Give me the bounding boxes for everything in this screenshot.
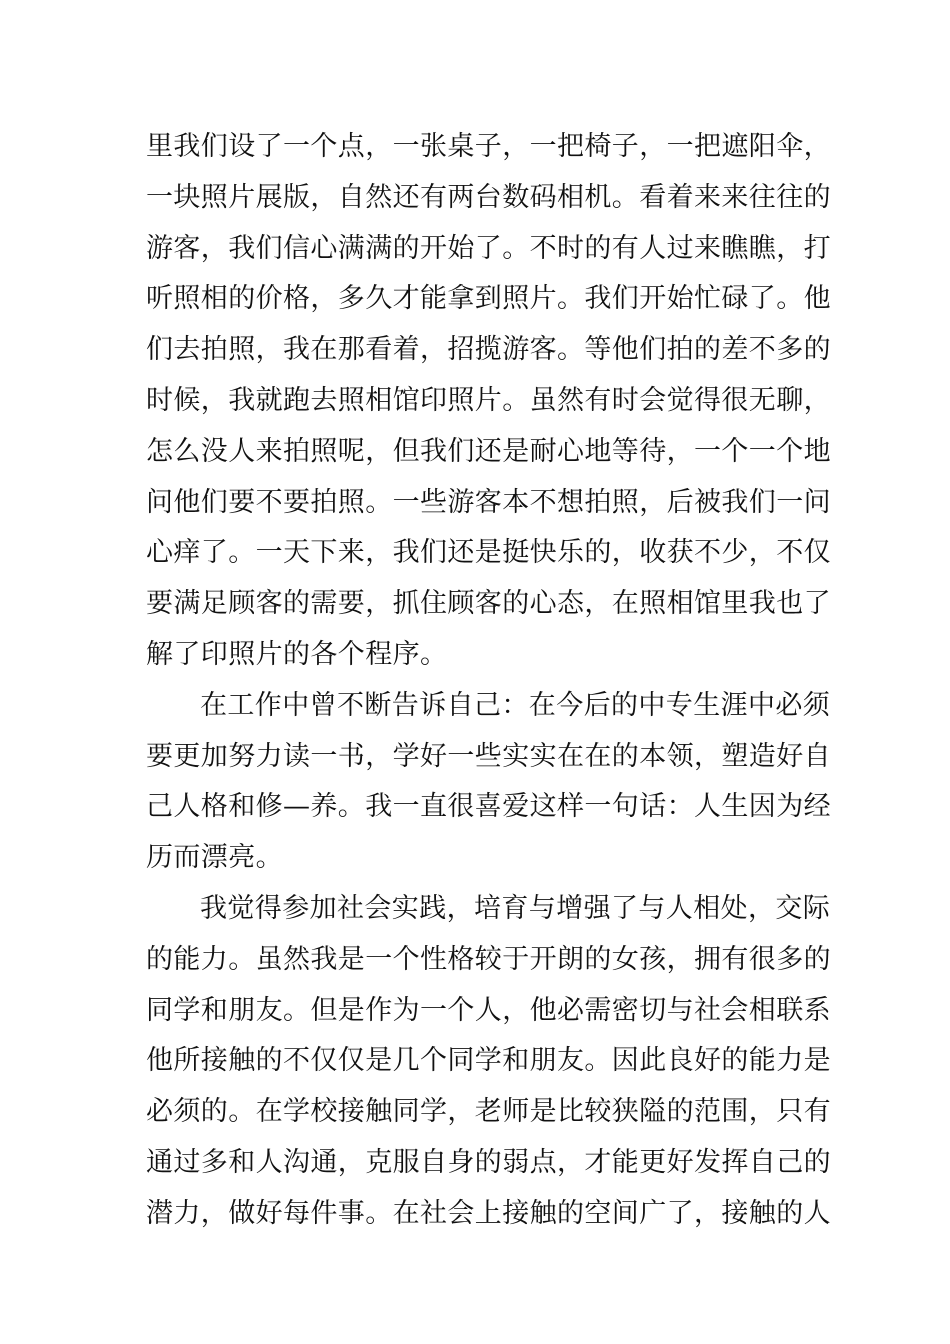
text-line: 游客，我们信心满满的开始了。不时的有人过来瞧瞧，打 xyxy=(146,232,831,264)
text-line: 们去拍照，我在那看着，招揽游客。等他们拍的差不多的 xyxy=(146,334,831,366)
paragraph-first-line: 在工作中曾不断告诉自己：在今后的中专生涯中必须 xyxy=(200,689,831,721)
text-line: 必须的。在学校接触同学，老师是比较狭隘的范围，只有 xyxy=(146,1096,831,1128)
text-line: 要满足顾客的需要，抓住顾客的心态，在照相馆里我也了 xyxy=(146,588,831,620)
text-line: 的能力。虽然我是一个性格较于开朗的女孩，拥有很多的 xyxy=(146,943,831,975)
text-line: 里我们设了一个点，一张桌子，一把椅子，一把遮阳伞， xyxy=(146,131,831,162)
text-line: 解了印照片的各个程序。 xyxy=(146,638,448,670)
text-line: 他所接触的不仅仅是几个同学和朋友。因此良好的能力是 xyxy=(146,1045,831,1077)
text-line: 潜力，做好每件事。在社会上接触的空间广了，接触的人 xyxy=(146,1197,831,1229)
paragraph-first-line: 我觉得参加社会实践，培育与增强了与人相处，交际 xyxy=(200,892,831,924)
text-line: 怎么没人来拍照呢，但我们还是耐心地等待，一个一个地 xyxy=(146,435,831,467)
text-line: 历而漂亮。 xyxy=(146,842,283,874)
text-line: 通过多和人沟通，克服自身的弱点，才能更好发挥自己的 xyxy=(146,1146,831,1178)
text-line: 时候，我就跑去照相馆印照片。虽然有时会觉得很无聊， xyxy=(146,384,831,416)
text-line: 一块照片展版，自然还有两台数码相机。看着来来往往的 xyxy=(146,181,831,213)
text-line: 心痒了。一天下来，我们还是挺快乐的，收获不少，不仅 xyxy=(146,537,831,569)
text-line: 听照相的价格，多久才能拿到照片。我们开始忙碌了。他 xyxy=(146,283,831,315)
text-line: 同学和朋友。但是作为一个人，他必需密切与社会相联系 xyxy=(146,994,831,1026)
document-body xyxy=(146,122,831,1240)
text-line: 要更加努力读一书，学好一些实实在在的本领，塑造好自 xyxy=(146,740,831,772)
text-line: 己人格和修—养。我一直很喜爱这样一句话：人生因为经 xyxy=(146,791,831,823)
text-line: 问他们要不要拍照。一些游客本不想拍照，后被我们一问 xyxy=(146,486,831,518)
